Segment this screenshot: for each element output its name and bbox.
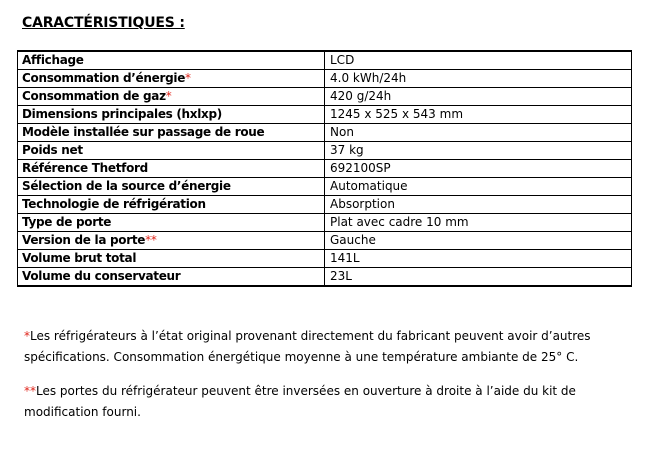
footnote-line: spécifications. Consommation énergétique moyenne à une température ambiante de 25° C. <box>24 350 579 364</box>
spec-footnote-mark: ** <box>145 233 157 247</box>
spec-label: Sélection de la source d’énergie <box>22 179 231 193</box>
spec-label-cell <box>18 160 325 178</box>
table-row <box>18 268 632 287</box>
specifications-table <box>17 50 632 287</box>
table-row <box>18 214 632 232</box>
spec-label: Volume brut total <box>22 251 137 265</box>
footnote-line <box>24 326 624 347</box>
footnote-line: modification fourni. <box>24 405 141 419</box>
spec-value: 37 kg <box>325 142 632 160</box>
spec-footnote-mark: * <box>185 71 191 85</box>
spec-label-cell <box>18 88 325 106</box>
table-row <box>18 51 632 70</box>
spec-value: Absorption <box>325 196 632 214</box>
spec-label-cell <box>18 250 325 268</box>
spec-label-cell <box>18 70 325 88</box>
spec-label: Consommation de gaz <box>22 89 166 103</box>
spec-label: Technologie de réfrigération <box>22 197 206 211</box>
spec-value: 692100SP <box>325 160 632 178</box>
footnote-mark: * <box>24 329 30 343</box>
table-row <box>18 250 632 268</box>
page-title: CARACTÉRISTIQUES : <box>22 15 185 31</box>
footnote-text: Les réfrigérateurs à l’état original provenant directement du fabricant peuvent avoir d’autres <box>30 329 591 343</box>
spec-value: Non <box>325 124 632 142</box>
spec-label: Référence Thetford <box>22 161 148 175</box>
spec-value: 141L <box>325 250 632 268</box>
spec-label-cell <box>18 142 325 160</box>
spec-value: 4.0 kWh/24h <box>325 70 632 88</box>
table-row <box>18 88 632 106</box>
table-row <box>18 70 632 88</box>
spec-label-cell <box>18 106 325 124</box>
spec-label: Affichage <box>22 53 84 67</box>
spec-value: 23L <box>325 268 632 287</box>
spec-value: Plat avec cadre 10 mm <box>325 214 632 232</box>
table-row <box>18 178 632 196</box>
spec-label: Poids net <box>22 143 83 157</box>
spec-label-cell <box>18 51 325 70</box>
spec-footnote-mark: * <box>165 89 172 103</box>
footnote-line <box>24 381 624 402</box>
table-row <box>18 106 632 124</box>
spec-value: 1245 x 525 x 543 mm <box>325 106 632 124</box>
spec-label-cell <box>18 178 325 196</box>
table-row <box>18 196 632 214</box>
table-row <box>18 160 632 178</box>
footnote-mark: ** <box>24 384 36 398</box>
spec-value: 420 g/24h <box>325 88 632 106</box>
table-row <box>18 124 632 142</box>
spec-label: Version de la porte <box>22 233 146 247</box>
spec-label: Dimensions principales (hxlxp) <box>22 107 222 121</box>
footnote-text: Les portes du réfrigérateur peuvent être inversées en ouverture à droite à l’aide du kit de <box>36 384 576 398</box>
table-row <box>18 232 632 250</box>
spec-label: Modèle installée sur passage de roue <box>22 125 265 139</box>
spec-label: Consommation d’énergie <box>22 71 186 85</box>
spec-value: LCD <box>325 51 632 70</box>
spec-label-cell <box>18 232 325 250</box>
footnote-single-star <box>24 326 624 368</box>
spec-label: Type de porte <box>22 215 112 229</box>
table-row <box>18 142 632 160</box>
spec-value: Automatique <box>325 178 632 196</box>
spec-label: Volume du conservateur <box>22 269 181 283</box>
spec-label-cell <box>18 124 325 142</box>
spec-label-cell <box>18 268 325 287</box>
spec-label-cell <box>18 196 325 214</box>
spec-label-cell <box>18 214 325 232</box>
footnote-double-star <box>24 381 624 423</box>
spec-value: Gauche <box>325 232 632 250</box>
